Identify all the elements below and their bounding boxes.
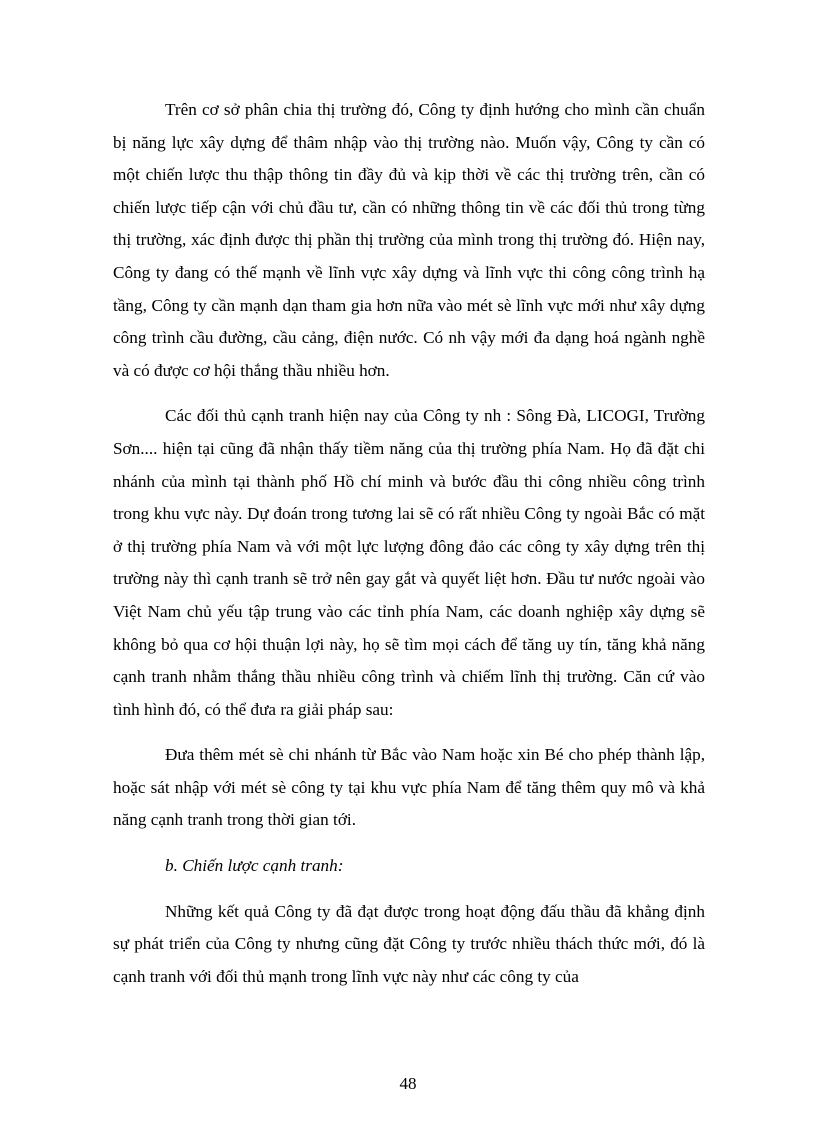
paragraph-competitors: Các đối thủ cạnh tranh hiện nay của Công ty nh : Sông Đà, LICOGI, Trường Sơn.... hiện tại cũng đã nhận thấy tiềm năng của thị trường phía Nam. Họ đã đặt chi nhánh của mình tại thành phố Hồ chí minh và bước đầu thi công nhiều công trình trong khu vực này. Dự đoán trong tương lai sẽ có rất nhiều Công ty ngoài Bắc có mặt ở thị trường phía Nam và với một lực lượng đông đảo các công ty xây dựng trên thị trường này thì cạnh tranh sẽ trở nên gay gắt và quyết liệt hơn. Đầu tư nước ngoài vào Việt Nam chủ yếu tập trung vào các tỉnh phía Nam, các doanh nghiệp xây dựng sẽ không bỏ qua cơ hội thuận lợi này, họ sẽ tìm mọi cách để tăng uy tín, tăng khả năng cạnh tranh nhằm thắng thầu nhiều công trình và chiếm lĩnh thị trường. Căn cứ vào tình hình đó, có thể đưa ra giải pháp sau: (113, 406, 705, 719)
section-heading: b. Chiến lược cạnh tranh: (165, 856, 344, 876)
page-body (113, 94, 705, 993)
paragraph-expansion-solution: Đưa thêm mét sè chi nhánh từ Bắc vào Nam hoặc xin Bé cho phép thành lập, hoặc sát nhập với mét sè công ty tại khu vực phía Nam để tăng thêm quy mô và khả năng cạnh tranh trong thời gian tới. (113, 745, 705, 830)
paragraph-market-strategy: Trên cơ sở phân chia thị trường đó, Công ty định hướng cho mình cần chuẩn bị năng lực xây dựng để thâm nhập vào thị trường nào. Muốn vậy, Công ty cần có một chiến lược thu thập thông tin đầy đủ và kịp thời về các thị trường trên, cần có chiến lược tiếp cận với chủ đầu tư, cần có những thông tin về các đối thủ trong từng thị trường, xác định được thị phần thị trường của mình trong thị trường đó. Hiện nay, Công ty đang có thế mạnh về lĩnh vực xây dựng và lĩnh vực thi công công trình hạ tầng, Công ty cần mạnh dạn tham gia hơn nữa vào mét sè lĩnh vực mới như xây dựng công trình cầu đường, cầu cảng, điện nước. Có nh vậy mới đa dạng hoá ngành nghề và có được cơ hội thắng thầu nhiều hơn. (113, 100, 705, 380)
paragraph-competition-strategy: Những kết quả Công ty đã đạt được trong hoạt động đấu thầu đã khẳng định sự phát triển của Công ty nhưng cũng đặt Công ty trước nhiều thách thức mới, đó là cạnh tranh với đối thủ mạnh trong lĩnh vực này như các công ty của (113, 901, 705, 986)
page-number: 48 (399, 1074, 417, 1093)
